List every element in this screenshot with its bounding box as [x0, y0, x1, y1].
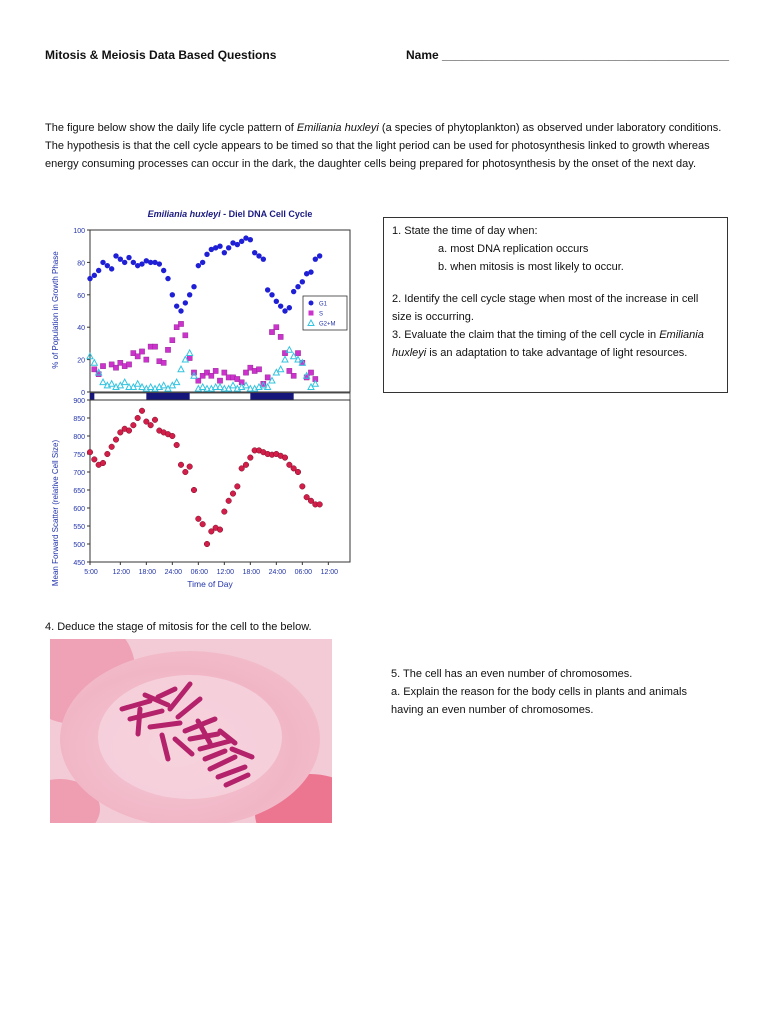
question-5a: a. Explain the reason for the body cells in plants and animals having an even number of chromosomes.	[391, 686, 687, 716]
xtick-label: 5:00	[84, 569, 98, 576]
question-1b: b. when mitosis is most likely to occur.	[438, 261, 624, 273]
intro-text-2: (a species of phytoplankton) as observed under laboratory conditions. The hypothesis is that the cell cycle appears to be timed so that the light period can be used for photosynthesis linked to growth whereas energy consuming processes can occur in the dark, the daughter cells being prepared for photosynthesis by the onset of the next day.	[45, 122, 722, 170]
xtick-label: 12:00	[216, 569, 235, 576]
cell-size-plot	[73, 398, 350, 576]
size-point	[109, 444, 115, 450]
g1-point	[204, 252, 209, 257]
size-point	[170, 433, 176, 439]
g1-point	[200, 260, 205, 265]
g1-point	[217, 244, 222, 249]
xtick-label: 12:00	[320, 569, 339, 576]
g1-point	[87, 276, 92, 281]
xtick-label: 24:00	[164, 569, 183, 576]
growth-ytick-label: 20	[77, 357, 85, 365]
g1-point	[239, 239, 244, 244]
s-point	[92, 367, 97, 372]
g1-point	[178, 308, 183, 313]
g1-point	[256, 253, 261, 258]
s-point	[269, 329, 274, 334]
legend-label: S	[319, 311, 324, 318]
xtick-label: 18:00	[138, 569, 157, 576]
g1-point	[105, 263, 110, 268]
growth-ytick-label: 60	[77, 292, 85, 300]
g1-point	[139, 261, 144, 266]
size-point	[183, 469, 189, 475]
s-point	[217, 378, 222, 383]
g1-point	[118, 256, 123, 261]
s-point	[265, 375, 270, 380]
question-1a: a. most DNA replication occurs	[438, 243, 589, 255]
g1-point	[261, 256, 266, 261]
size-point	[243, 462, 249, 468]
g1-point	[183, 300, 188, 305]
s-point	[139, 349, 144, 354]
size-point	[174, 442, 180, 448]
size-point	[235, 484, 241, 490]
dark-period-bar	[250, 393, 293, 400]
s-point	[161, 360, 166, 365]
g1-point	[191, 284, 196, 289]
s-point	[274, 325, 279, 330]
g1-point	[300, 279, 305, 284]
s-point	[287, 368, 292, 373]
g1-point	[274, 299, 279, 304]
mitosis-cell-micrograph-icon	[50, 639, 332, 823]
size-point	[300, 484, 306, 490]
light-strip	[90, 393, 350, 400]
size-point	[187, 464, 193, 470]
s-point	[222, 370, 227, 375]
question-5-stem: 5. The cell has an even number of chromosomes.	[391, 668, 633, 680]
size-point	[131, 422, 137, 428]
g1-point	[157, 261, 162, 266]
xtick-label: 06:00	[294, 569, 313, 576]
intro-paragraph	[45, 119, 725, 173]
g1-point	[170, 292, 175, 297]
size-ytick-label: 850	[73, 416, 85, 423]
size-ytick-label: 750	[73, 452, 85, 459]
g1-point	[174, 303, 179, 308]
s-point	[278, 334, 283, 339]
g1-point	[131, 260, 136, 265]
g1-point	[187, 292, 192, 297]
g1-point	[126, 255, 131, 260]
cell-cycle-figure	[40, 200, 370, 595]
g1-point	[252, 250, 257, 255]
size-point	[113, 437, 119, 443]
size-point	[295, 469, 301, 475]
size-point	[248, 455, 254, 461]
size-plot-frame	[90, 400, 350, 562]
size-point	[230, 491, 236, 497]
size-point	[87, 449, 93, 455]
s-point	[183, 333, 188, 338]
size-ytick-label: 500	[73, 542, 85, 549]
size-point	[200, 521, 206, 527]
size-point	[204, 541, 210, 547]
s-point	[308, 370, 313, 375]
size-point	[217, 527, 223, 533]
legend-g1-marker	[309, 301, 314, 306]
growth-ylabel: % of Population in Growth Phase	[51, 251, 60, 369]
page-title: Mitosis & Meiosis Data Based Questions	[45, 48, 277, 62]
s-point	[135, 354, 140, 359]
size-point	[135, 415, 141, 421]
size-point	[100, 460, 106, 466]
s-point	[291, 373, 296, 378]
size-point	[152, 417, 158, 423]
g1-point	[313, 256, 318, 261]
g1-point	[226, 245, 231, 250]
s-point	[187, 355, 192, 360]
size-ylabel: Mean Forward Scatter (relative Cell Size)	[51, 439, 60, 587]
g1-point	[248, 237, 253, 242]
s-point	[256, 367, 261, 372]
size-ytick-label: 600	[73, 506, 85, 513]
size-point	[222, 509, 228, 515]
x-axis-label: Time of Day	[187, 579, 233, 589]
size-ytick-label: 900	[73, 398, 85, 405]
g1-point	[113, 253, 118, 258]
dark-period-bar	[90, 393, 94, 400]
size-point	[226, 498, 232, 504]
s-point	[243, 370, 248, 375]
size-ytick-label: 700	[73, 470, 85, 477]
name-line: Name ___________________________________________	[406, 48, 729, 62]
chart-title	[148, 209, 313, 219]
g1-point	[295, 284, 300, 289]
s-point	[113, 365, 118, 370]
legend-label: G2+M	[319, 321, 336, 328]
intro-text-1: The figure below show the daily life cycle pattern of	[45, 122, 297, 134]
questions-box	[383, 217, 728, 393]
question-3	[392, 326, 719, 362]
xtick-label: 12:00	[112, 569, 131, 576]
question-3-pre: 3. Evaluate the claim that the timing of the cell cycle in	[392, 329, 660, 341]
g1-point	[222, 250, 227, 255]
size-ytick-label: 450	[73, 560, 85, 567]
g1-point	[100, 260, 105, 265]
size-point	[196, 516, 202, 522]
s-point	[126, 362, 131, 367]
growth-ytick-label: 100	[73, 228, 85, 235]
species-name: Emiliania huxleyi	[296, 122, 379, 134]
g1-point	[308, 269, 313, 274]
size-point	[317, 502, 323, 508]
xtick-label: 06:00	[190, 569, 209, 576]
size-point	[148, 422, 154, 428]
size-point	[178, 462, 184, 468]
size-ytick-label: 650	[73, 488, 85, 495]
size-point	[191, 487, 197, 493]
g1-point	[317, 253, 322, 258]
s-point	[196, 378, 201, 383]
g1-point	[122, 260, 127, 265]
legend	[303, 296, 347, 330]
s-point	[100, 363, 105, 368]
s-point	[213, 368, 218, 373]
size-point	[105, 451, 111, 457]
chart-title-rest: - Diel DNA Cell Cycle	[220, 209, 313, 219]
growth-ytick-label: 40	[77, 325, 85, 333]
dark-period-bar	[146, 393, 189, 400]
growth-ytick-label: 80	[77, 260, 85, 268]
g1-point	[96, 268, 101, 273]
s-point	[209, 373, 214, 378]
size-ytick-label: 800	[73, 434, 85, 441]
xtick-label: 24:00	[268, 569, 287, 576]
size-point	[126, 428, 132, 434]
s-point	[295, 351, 300, 356]
g1-point	[282, 308, 287, 313]
s-point	[165, 347, 170, 352]
size-point	[92, 457, 98, 463]
g1-point	[165, 276, 170, 281]
g1-point	[278, 303, 283, 308]
g1-point	[269, 292, 274, 297]
question-4: 4. Deduce the stage of mitosis for the cell to the below.	[45, 621, 312, 633]
growth-ytick-label: 0	[81, 390, 85, 397]
question-3-species: Emiliania huxleyi	[392, 329, 704, 359]
g1-point	[235, 242, 240, 247]
s-point	[144, 357, 149, 362]
question-1: 1. State the time of day when:	[392, 225, 538, 237]
g1-point	[92, 273, 97, 278]
size-point	[282, 455, 288, 461]
question-5	[391, 665, 691, 719]
s-point	[178, 321, 183, 326]
s-point	[170, 338, 175, 343]
legend-s-marker	[309, 311, 314, 316]
size-ytick-label: 550	[73, 524, 85, 531]
g1-point	[287, 305, 292, 310]
g1-point	[265, 287, 270, 292]
g1-point	[109, 266, 114, 271]
g1-point	[161, 268, 166, 273]
question-3-post: is an adaptation to take advantage of light resources.	[426, 347, 688, 359]
size-point	[139, 408, 145, 414]
s-point	[152, 344, 157, 349]
xtick-label: 18:00	[242, 569, 261, 576]
question-2: 2. Identify the cell cycle stage when most of the increase in cell size is occurring.	[392, 293, 699, 323]
g1-point	[196, 263, 201, 268]
chart-title-species: Emiliania huxleyi	[147, 209, 221, 219]
legend-label: G1	[319, 301, 328, 308]
g1-point	[291, 289, 296, 294]
growth-phase-plot	[73, 228, 350, 400]
